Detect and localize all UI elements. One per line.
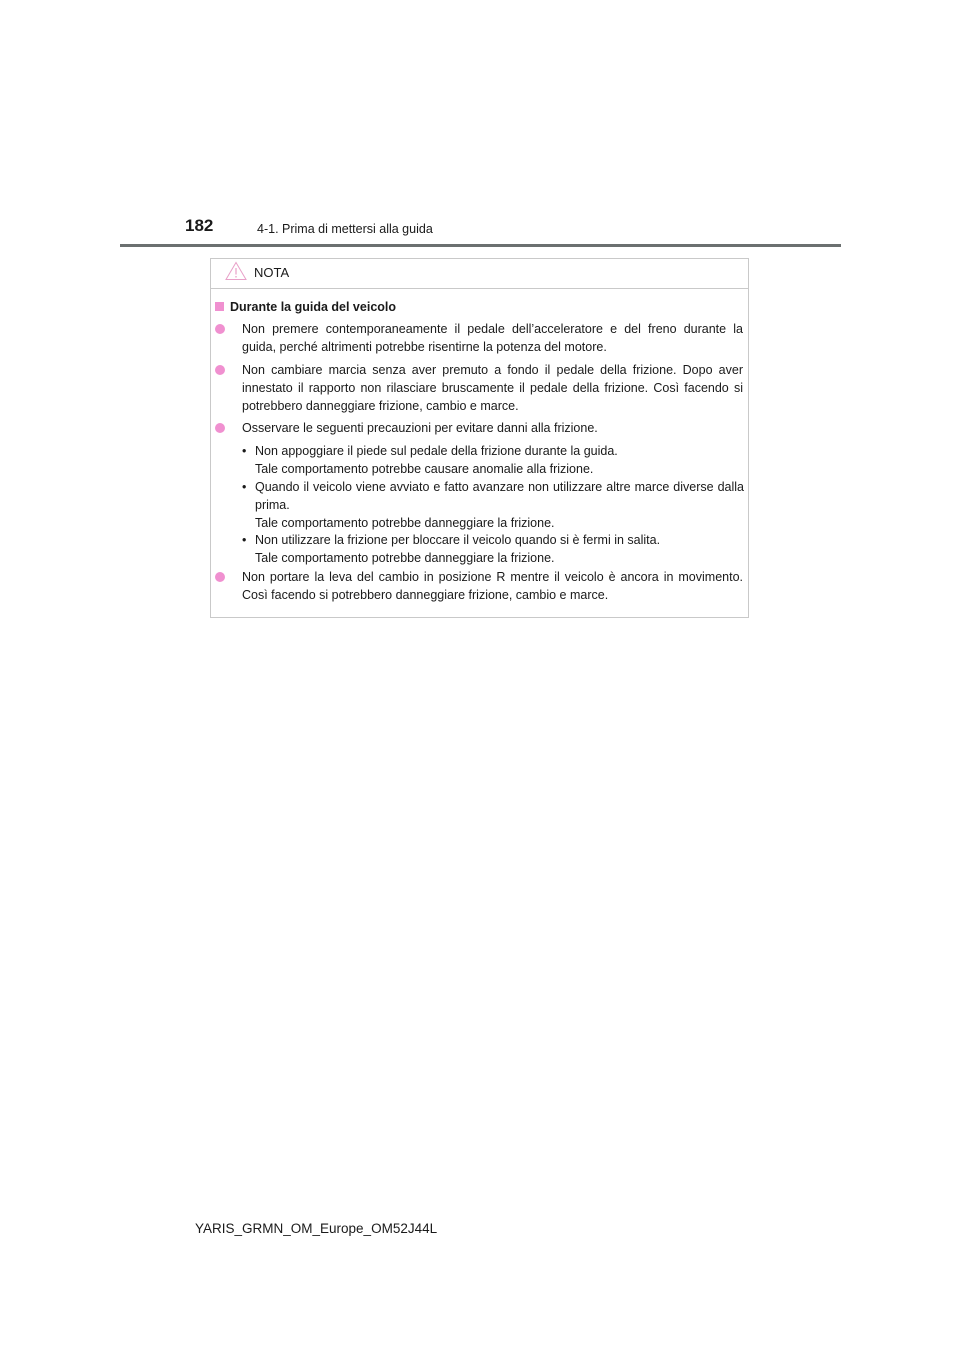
notice-heading: [215, 300, 396, 314]
list-item-text: Non portare la leva del cambio in posizione R mentre il veicolo è ancora in movimento. Così facendo si potrebbero danneggiare frizione, cambio e marce.: [242, 570, 743, 602]
sub-list-item: [242, 443, 744, 479]
notice-label: NOTA: [254, 265, 290, 280]
sub-list-item: [242, 479, 744, 532]
list-item: [215, 568, 743, 604]
circle-bullet-icon: [215, 365, 225, 375]
sub-item-line: Tale comportamento potrebbe causare anomalie alla frizione.: [255, 461, 594, 476]
sub-item-line: Non appoggiare il piede sul pedale della frizione durante la guida.: [255, 444, 618, 458]
sub-bullet: •: [242, 444, 247, 458]
sub-bullet: •: [242, 480, 247, 494]
circle-bullet-icon: [215, 324, 225, 334]
circle-bullet-icon: [215, 572, 225, 582]
sub-item-line: Tale comportamento potrebbe danneggiare la frizione.: [255, 515, 555, 530]
warning-icon: [225, 261, 247, 281]
sub-item-line: Tale comportamento potrebbe danneggiare la frizione.: [255, 550, 555, 565]
header-divider: [120, 244, 841, 247]
list-item: [215, 320, 743, 356]
square-bullet-icon: [215, 302, 224, 311]
list-item: [215, 419, 743, 437]
notice-header: [211, 259, 748, 289]
document-code: YARIS_GRMN_OM_Europe_OM52J44L: [195, 1221, 438, 1236]
sub-list-item: [242, 532, 744, 568]
page-number: 182: [185, 216, 214, 235]
notice-box: [210, 258, 749, 618]
list-item-text: Osservare le seguenti precauzioni per evitare danni alla frizione.: [242, 421, 598, 435]
circle-bullet-icon: [215, 423, 225, 433]
list-item-text: Non cambiare marcia senza aver premuto a fondo il pedale della frizione. Dopo aver innestato il rapporto non rilasciare bruscamente il pedale della frizione. Così facendo si potrebbero danneggiare frizione, cambio e marce.: [242, 363, 743, 413]
notice-heading-text: Durante la guida del veicolo: [230, 300, 397, 314]
list-item: [215, 361, 743, 415]
sub-bullet: •: [242, 533, 247, 547]
sub-item-line: Non utilizzare la frizione per bloccare il veicolo quando si è fermi in salita.: [255, 533, 661, 547]
section-title: 4-1. Prima di mettersi alla guida: [257, 222, 433, 236]
sub-item-line: Quando il veicolo viene avviato e fatto avanzare non utilizzare altre marce diverse dalla prima.: [255, 480, 744, 512]
list-item-text: Non premere contemporaneamente il pedale dell’acceleratore e del freno durante la guida, perché altrimenti potrebbe risentirne la potenza del motore.: [242, 322, 743, 354]
